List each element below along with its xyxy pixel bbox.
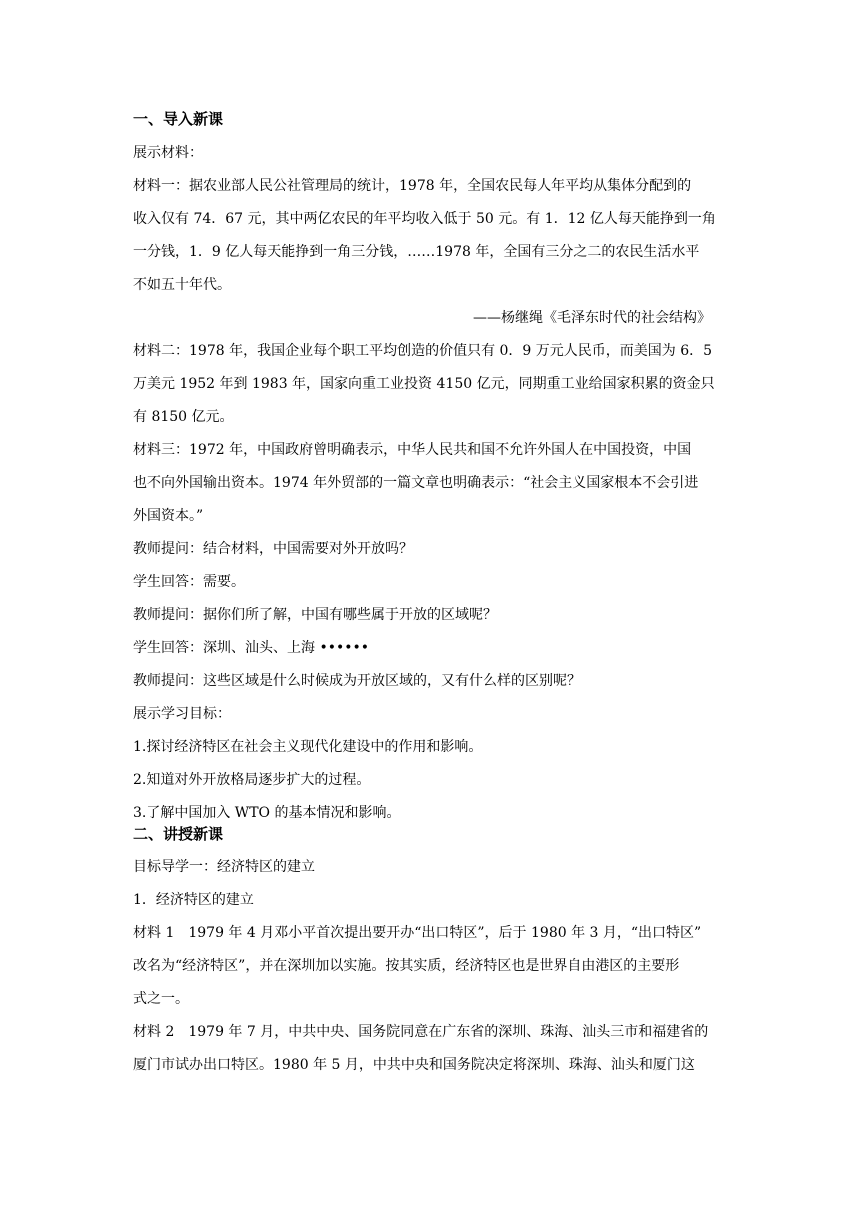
teacher-question: 教师提问：结合材料，中国需要对外开放吗？	[133, 541, 413, 557]
paragraph-line: 材料三：1972 年，中国政府曾明确表示，中华人民共和国不允许外国人在中国投资，中国	[133, 442, 692, 458]
student-answer: 学生回答：深圳、汕头、上海 ••••••	[133, 640, 369, 656]
material-b	[133, 1022, 733, 1075]
classroom-dialogue	[133, 539, 733, 691]
paragraph-line: 材料二：1978 年，我国企业每个职工平均创造的价值只有 0．9 万元人民币，而美国为 6．5	[133, 343, 713, 359]
paragraph-line: 收入仅有 74．67 元，其中两亿农民的年平均收入低于 50 元。有 1．12 亿人每天能挣到一角	[133, 211, 716, 227]
material-three	[133, 440, 733, 526]
teacher-question: 教师提问：据你们所了解，中国有哪些属于开放的区域呢？	[133, 607, 497, 623]
learning-goal: 1.探讨经济特区在社会主义现代化建设中的作用和影响。	[133, 739, 483, 755]
paragraph-line: 有 8150 亿元。	[133, 409, 234, 425]
document-page	[133, 108, 733, 1075]
material-two	[133, 341, 733, 427]
paragraph-line: 材料 2 1979 年 7 月，中共中央、国务院同意在广东省的深圳、珠海、汕头三市和福建省的	[133, 1024, 709, 1040]
paragraph-line: 也不向外国输出资本。1974 年外贸部的一篇文章也明确表示：“社会主义国家根本不会引进	[133, 475, 699, 491]
student-answer: 学生回答：需要。	[133, 574, 245, 590]
learning-goals-title: 展示学习目标：	[133, 706, 231, 722]
learning-goals-list	[133, 737, 733, 823]
paragraph-line: 式之一。	[133, 991, 189, 1007]
paragraph-line: 万美元 1952 年到 1983 年，国家向重工业投资 4150 亿元，同期重工业给国家积累的资金只	[133, 376, 715, 392]
show-material-label: 展示材料：	[133, 145, 203, 161]
paragraph-line: 改名为“经济特区”，并在深圳加以实施。按其实质，经济特区也是世界自由港区的主要形	[133, 958, 680, 974]
material-one	[133, 176, 733, 328]
section-heading-intro: 一、导入新课	[133, 110, 224, 128]
subheading: 1．经济特区的建立	[133, 892, 254, 908]
citation-source: ——杨继绳《毛泽东时代的社会结构》	[473, 310, 711, 326]
learning-goal: 2.知道对外开放格局逐步扩大的过程。	[133, 772, 371, 788]
objective-title: 目标导学一：经济特区的建立	[133, 859, 315, 875]
section-heading-teaching: 二、讲授新课	[133, 825, 224, 843]
teacher-question: 教师提问：这些区域是什么时候成为开放区域的，又有什么样的区别呢？	[133, 673, 581, 689]
paragraph-line: 材料 1 1979 年 4 月邓小平首次提出要开办“出口特区”，后于 1980 年 3 月，“出口特区”	[133, 925, 702, 941]
learning-goal: 3.了解中国加入 WTO 的基本情况和影响。	[133, 805, 401, 821]
paragraph-line: 材料一：据农业部人民公社管理局的统计，1978 年，全国农民每人年平均从集体分配到的	[133, 178, 692, 194]
paragraph-line: 厦门市试办出口特区。1980 年 5 月，中共中央和国务院决定将深圳、珠海、汕头和厦门这	[133, 1057, 695, 1073]
material-a	[133, 923, 733, 1009]
paragraph-line: 外国资本。”	[133, 508, 204, 524]
paragraph-line: 不如五十年代。	[133, 277, 231, 293]
paragraph-line: 一分钱，1．9 亿人每天能挣到一角三分钱，……1978 年，全国有三分之二的农民生活水平	[133, 244, 700, 260]
